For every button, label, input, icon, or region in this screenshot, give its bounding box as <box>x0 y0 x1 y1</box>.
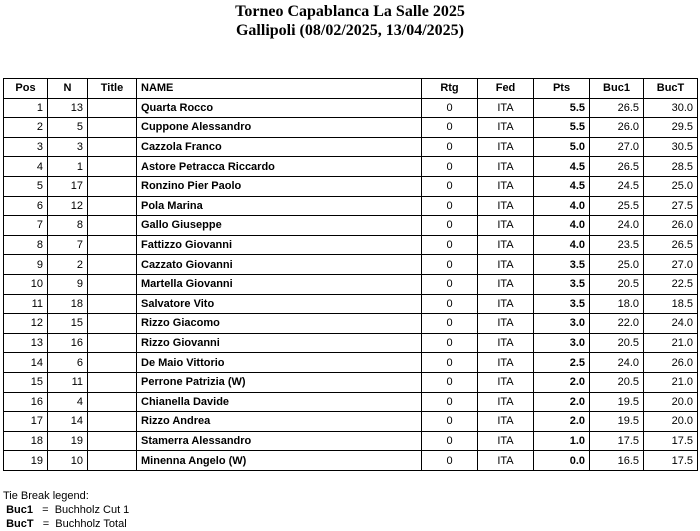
cell-rtg: 0 <box>422 392 478 412</box>
cell-pos: 9 <box>4 255 48 275</box>
column-header-n: N <box>48 79 88 99</box>
cell-buct: 30.5 <box>644 137 698 157</box>
cell-pos: 14 <box>4 353 48 373</box>
cell-pos: 5 <box>4 176 48 196</box>
cell-name: Pola Marina <box>137 196 422 216</box>
cell-buct: 17.5 <box>644 431 698 451</box>
column-header-title: Title <box>88 79 137 99</box>
standings-table <box>3 78 698 471</box>
cell-buc1: 24.0 <box>590 353 644 373</box>
cell-buct: 29.5 <box>644 118 698 138</box>
table-body <box>4 98 698 470</box>
cell-rtg: 0 <box>422 118 478 138</box>
cell-buct: 25.0 <box>644 176 698 196</box>
cell-name: Cazzola Franco <box>137 137 422 157</box>
cell-fed: ITA <box>478 157 534 177</box>
cell-title <box>88 451 137 471</box>
cell-title <box>88 431 137 451</box>
legend-eq: = <box>42 518 50 530</box>
cell-buc1: 17.5 <box>590 431 644 451</box>
cell-buct: 26.0 <box>644 353 698 373</box>
cell-pos: 2 <box>4 118 48 138</box>
cell-rtg: 0 <box>422 157 478 177</box>
legend-heading: Tie Break legend: <box>3 490 89 502</box>
cell-fed: ITA <box>478 451 534 471</box>
cell-buct: 20.0 <box>644 392 698 412</box>
cell-rtg: 0 <box>422 294 478 314</box>
table-row <box>4 392 698 412</box>
cell-buc1: 25.0 <box>590 255 644 275</box>
cell-name: Gallo Giuseppe <box>137 216 422 236</box>
cell-title <box>88 216 137 236</box>
legend-desc: Buchholz Cut 1 <box>54 504 130 516</box>
column-header-pos: Pos <box>4 79 48 99</box>
cell-title <box>88 294 137 314</box>
table-row <box>4 353 698 373</box>
cell-name: Rizzo Andrea <box>137 412 422 432</box>
cell-name: Fattizzo Giovanni <box>137 235 422 255</box>
cell-buct: 28.5 <box>644 157 698 177</box>
table-row <box>4 431 698 451</box>
cell-fed: ITA <box>478 196 534 216</box>
cell-buc1: 23.5 <box>590 235 644 255</box>
cell-buc1: 26.5 <box>590 98 644 118</box>
cell-pos: 1 <box>4 98 48 118</box>
cell-pts: 3.0 <box>534 314 590 334</box>
cell-buct: 26.5 <box>644 235 698 255</box>
table-row <box>4 274 698 294</box>
cell-fed: ITA <box>478 412 534 432</box>
cell-name: Ronzino Pier Paolo <box>137 176 422 196</box>
cell-title <box>88 118 137 138</box>
cell-n: 13 <box>48 98 88 118</box>
cell-n: 19 <box>48 431 88 451</box>
cell-name: Martella Giovanni <box>137 274 422 294</box>
cell-buct: 26.0 <box>644 216 698 236</box>
cell-rtg: 0 <box>422 216 478 236</box>
cell-pts: 2.5 <box>534 353 590 373</box>
column-header-rtg: Rtg <box>422 79 478 99</box>
cell-buct: 27.5 <box>644 196 698 216</box>
cell-n: 5 <box>48 118 88 138</box>
cell-pts: 3.5 <box>534 294 590 314</box>
cell-buct: 30.0 <box>644 98 698 118</box>
cell-rtg: 0 <box>422 372 478 392</box>
cell-title <box>88 392 137 412</box>
cell-buct: 21.0 <box>644 333 698 353</box>
cell-n: 10 <box>48 451 88 471</box>
cell-buct: 24.0 <box>644 314 698 334</box>
cell-buct: 27.0 <box>644 255 698 275</box>
cell-fed: ITA <box>478 314 534 334</box>
table-row <box>4 372 698 392</box>
cell-fed: ITA <box>478 333 534 353</box>
cell-fed: ITA <box>478 294 534 314</box>
cell-name: Perrone Patrizia (W) <box>137 372 422 392</box>
cell-title <box>88 255 137 275</box>
cell-buc1: 16.5 <box>590 451 644 471</box>
cell-pts: 2.0 <box>534 372 590 392</box>
cell-buc1: 20.5 <box>590 372 644 392</box>
table-row <box>4 412 698 432</box>
legend-eq: = <box>42 504 49 516</box>
table-row <box>4 157 698 177</box>
cell-rtg: 0 <box>422 235 478 255</box>
cell-pts: 0.0 <box>534 451 590 471</box>
cell-pts: 4.0 <box>534 196 590 216</box>
cell-pos: 4 <box>4 157 48 177</box>
cell-rtg: 0 <box>422 137 478 157</box>
table-row <box>4 235 698 255</box>
cell-n: 7 <box>48 235 88 255</box>
cell-title <box>88 353 137 373</box>
cell-n: 12 <box>48 196 88 216</box>
cell-buc1: 27.0 <box>590 137 644 157</box>
column-header-buc1: Buc1 <box>590 79 644 99</box>
cell-buc1: 26.0 <box>590 118 644 138</box>
cell-fed: ITA <box>478 392 534 412</box>
cell-rtg: 0 <box>422 431 478 451</box>
cell-fed: ITA <box>478 216 534 236</box>
table-row <box>4 294 698 314</box>
cell-fed: ITA <box>478 235 534 255</box>
cell-pts: 5.5 <box>534 118 590 138</box>
table-row <box>4 118 698 138</box>
table-row <box>4 196 698 216</box>
cell-n: 6 <box>48 353 88 373</box>
cell-buc1: 19.5 <box>590 412 644 432</box>
cell-name: Quarta Rocco <box>137 98 422 118</box>
cell-fed: ITA <box>478 137 534 157</box>
cell-fed: ITA <box>478 372 534 392</box>
cell-fed: ITA <box>478 118 534 138</box>
cell-pos: 19 <box>4 451 48 471</box>
column-header-name: NAME <box>137 79 422 99</box>
table-row <box>4 176 698 196</box>
cell-title <box>88 372 137 392</box>
cell-n: 9 <box>48 274 88 294</box>
cell-buc1: 24.0 <box>590 216 644 236</box>
cell-rtg: 0 <box>422 353 478 373</box>
header-row <box>4 79 698 99</box>
legend-code: BucT <box>6 518 34 530</box>
cell-pts: 3.0 <box>534 333 590 353</box>
cell-title <box>88 235 137 255</box>
cell-pts: 2.0 <box>534 412 590 432</box>
cell-buc1: 24.5 <box>590 176 644 196</box>
cell-buct: 20.0 <box>644 412 698 432</box>
cell-n: 16 <box>48 333 88 353</box>
cell-pos: 11 <box>4 294 48 314</box>
cell-pts: 4.0 <box>534 216 590 236</box>
cell-buct: 18.5 <box>644 294 698 314</box>
cell-buct: 22.5 <box>644 274 698 294</box>
tiebreak-legend <box>3 489 129 531</box>
cell-rtg: 0 <box>422 98 478 118</box>
cell-pos: 6 <box>4 196 48 216</box>
cell-buc1: 20.5 <box>590 274 644 294</box>
cell-title <box>88 333 137 353</box>
column-header-fed: Fed <box>478 79 534 99</box>
cell-name: Rizzo Giacomo <box>137 314 422 334</box>
cell-rtg: 0 <box>422 333 478 353</box>
cell-pts: 3.5 <box>534 255 590 275</box>
cell-name: Chianella Davide <box>137 392 422 412</box>
cell-pos: 18 <box>4 431 48 451</box>
table-row <box>4 98 698 118</box>
cell-n: 1 <box>48 157 88 177</box>
cell-n: 2 <box>48 255 88 275</box>
cell-buc1: 26.5 <box>590 157 644 177</box>
cell-title <box>88 157 137 177</box>
cell-pos: 16 <box>4 392 48 412</box>
cell-title <box>88 274 137 294</box>
cell-pts: 4.5 <box>534 157 590 177</box>
cell-pos: 17 <box>4 412 48 432</box>
cell-name: Salvatore Vito <box>137 294 422 314</box>
cell-title <box>88 196 137 216</box>
cell-buc1: 20.5 <box>590 333 644 353</box>
cell-pts: 5.5 <box>534 98 590 118</box>
legend-desc: Buchholz Total <box>55 518 127 530</box>
cell-fed: ITA <box>478 353 534 373</box>
cell-n: 15 <box>48 314 88 334</box>
cell-title <box>88 176 137 196</box>
cell-name: Cuppone Alessandro <box>137 118 422 138</box>
cell-rtg: 0 <box>422 451 478 471</box>
table-row <box>4 216 698 236</box>
cell-title <box>88 314 137 334</box>
cell-pts: 2.0 <box>534 392 590 412</box>
cell-name: Minenna Angelo (W) <box>137 451 422 471</box>
cell-n: 17 <box>48 176 88 196</box>
cell-n: 4 <box>48 392 88 412</box>
table-row <box>4 137 698 157</box>
cell-fed: ITA <box>478 176 534 196</box>
cell-name: Stamerra Alessandro <box>137 431 422 451</box>
table-row <box>4 333 698 353</box>
cell-name: Cazzato Giovanni <box>137 255 422 275</box>
cell-rtg: 0 <box>422 274 478 294</box>
cell-pos: 10 <box>4 274 48 294</box>
cell-fed: ITA <box>478 255 534 275</box>
cell-name: De Maio Vittorio <box>137 353 422 373</box>
table-row <box>4 314 698 334</box>
cell-fed: ITA <box>478 98 534 118</box>
cell-rtg: 0 <box>422 412 478 432</box>
cell-pts: 4.5 <box>534 176 590 196</box>
cell-buc1: 22.0 <box>590 314 644 334</box>
cell-title <box>88 98 137 118</box>
cell-n: 14 <box>48 412 88 432</box>
cell-title <box>88 412 137 432</box>
cell-buc1: 18.0 <box>590 294 644 314</box>
column-header-buct: BucT <box>644 79 698 99</box>
cell-rtg: 0 <box>422 196 478 216</box>
cell-pts: 5.0 <box>534 137 590 157</box>
table-row <box>4 451 698 471</box>
cell-buc1: 25.5 <box>590 196 644 216</box>
cell-fed: ITA <box>478 431 534 451</box>
tournament-title: Torneo Capablanca La Salle 2025 <box>235 3 465 20</box>
tournament-subtitle: Gallipoli (08/02/2025, 13/04/2025) <box>235 22 464 39</box>
cell-rtg: 0 <box>422 176 478 196</box>
cell-name: Astore Petracca Riccardo <box>137 157 422 177</box>
cell-n: 8 <box>48 216 88 236</box>
cell-title <box>88 137 137 157</box>
cell-rtg: 0 <box>422 255 478 275</box>
cell-n: 3 <box>48 137 88 157</box>
cell-pos: 12 <box>4 314 48 334</box>
cell-pos: 13 <box>4 333 48 353</box>
cell-buct: 17.5 <box>644 451 698 471</box>
legend-item <box>3 503 129 517</box>
cell-buct: 21.0 <box>644 372 698 392</box>
cell-n: 18 <box>48 294 88 314</box>
legend-item <box>3 517 129 531</box>
cell-pos: 15 <box>4 372 48 392</box>
cell-pts: 4.0 <box>534 235 590 255</box>
cell-pos: 3 <box>4 137 48 157</box>
cell-name: Rizzo Giovanni <box>137 333 422 353</box>
cell-rtg: 0 <box>422 314 478 334</box>
cell-pts: 1.0 <box>534 431 590 451</box>
table-row <box>4 255 698 275</box>
cell-n: 11 <box>48 372 88 392</box>
cell-pts: 3.5 <box>534 274 590 294</box>
cell-buc1: 19.5 <box>590 392 644 412</box>
column-header-pts: Pts <box>534 79 590 99</box>
legend-code: Buc1 <box>6 504 33 516</box>
cell-pos: 7 <box>4 216 48 236</box>
cell-fed: ITA <box>478 274 534 294</box>
cell-pos: 8 <box>4 235 48 255</box>
